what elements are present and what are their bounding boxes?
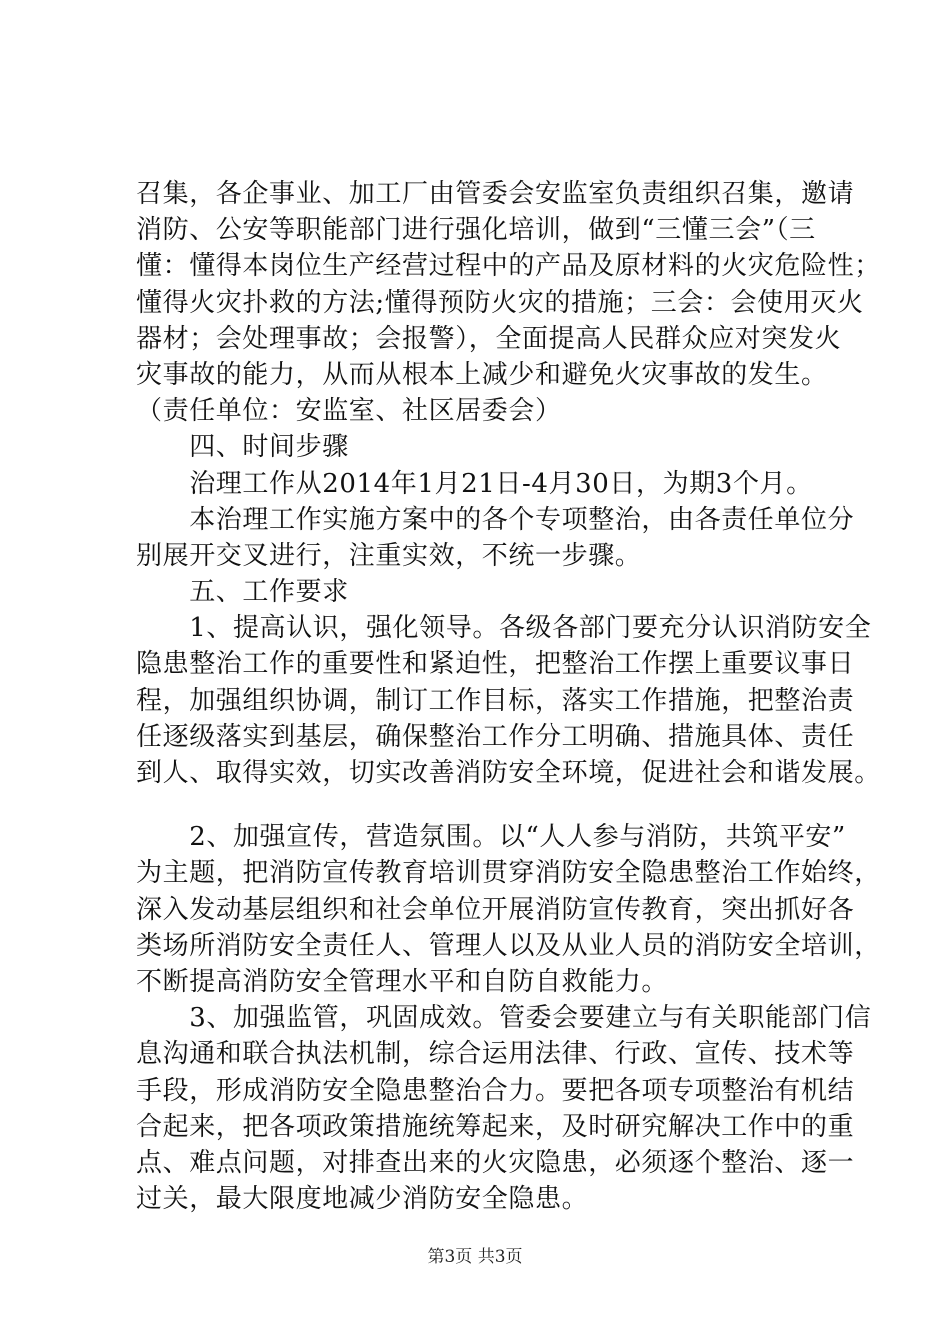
text-line: 手段，形成消防安全隐患整治合力。要把各项专项整治有机结 <box>136 1075 855 1106</box>
text-line: 1、提高认识，强化领导。各级各部门要充分认识消防安全 <box>136 613 872 644</box>
text-line: 器材；会处理事故；会报警），全面提高人民群众应对突发火 <box>136 323 842 354</box>
text-line: 隐患整治工作的重要性和紧迫性，把整治工作摆上重要议事日 <box>136 649 855 680</box>
text-line: 治理工作从2014年1月21日-4月30日，为期3个月。 <box>136 468 813 499</box>
text-line: 召集，各企事业、加工厂由管委会安监室负责组织召集，邀请 <box>136 179 855 209</box>
text-line: 3、加强监管，巩固成效。管委会要建立与有关职能部门信 <box>136 1003 872 1034</box>
text-line: 2、加强宣传，营造氛围。以“人人参与消防，共筑平安” <box>136 822 846 853</box>
text-line: 到人、取得实效，切实改善消防安全环境，促进社会和谐发展。 <box>136 758 881 788</box>
text-line: 别展开交叉进行，注重实效，不统一步骤。 <box>136 540 642 571</box>
paragraph-gap <box>136 791 856 819</box>
text-line: 合起来，把各项政策措施统筹起来，及时研究解决工作中的重 <box>136 1111 855 1142</box>
document-body <box>136 176 881 1217</box>
text-line: 五、工作要求 <box>136 577 349 608</box>
text-line: 四、时间步骤 <box>136 432 349 463</box>
page-footer: 第3页 共3页 <box>427 1247 523 1267</box>
text-line: 为主题，把消防宣传教育培训贯穿消防安全隐患整治工作始终， <box>136 858 881 889</box>
text-line: 不断提高消防安全管理水平和自防自救能力。 <box>136 966 669 997</box>
text-line: （责任单位：安监室、社区居委会） <box>136 396 562 427</box>
text-line: 灾事故的能力，从而从根本上减少和避免火灾事故的发生。 <box>136 359 828 390</box>
text-line: 类场所消防安全责任人、管理人以及从业人员的消防安全培训， <box>136 930 881 961</box>
text-line: 深入发动基层组织和社会单位开展消防宣传教育，突出抓好各 <box>136 894 855 925</box>
body-block-2 <box>136 819 881 1217</box>
text-line: 程，加强组织协调，制订工作目标，落实工作措施，把整治责 <box>136 685 855 716</box>
body-block-1 <box>136 176 881 791</box>
text-line: 消防、公安等职能部门进行强化培训，做到“三懂三会”（三 <box>136 215 816 246</box>
text-line: 懂：懂得本岗位生产经营过程中的产品及原材料的火灾危险性； <box>136 251 881 282</box>
text-line: 本治理工作实施方案中的各个专项整治，由各责任单位分 <box>136 504 855 535</box>
text-line: 点、难点问题，对排查出来的火灾隐患，必须逐个整治、逐一 <box>136 1147 855 1178</box>
text-line: 懂得火灾扑救的方法;懂得预防火灾的措施；三会：会使用灭火 <box>136 287 864 318</box>
text-line: 息沟通和联合执法机制，综合运用法律、行政、宣传、技术等 <box>136 1039 855 1070</box>
text-line: 任逐级落实到基层，确保整治工作分工明确、措施具体、责任 <box>136 721 855 752</box>
text-line: 过关，最大限度地减少消防安全隐患。 <box>136 1184 589 1215</box>
